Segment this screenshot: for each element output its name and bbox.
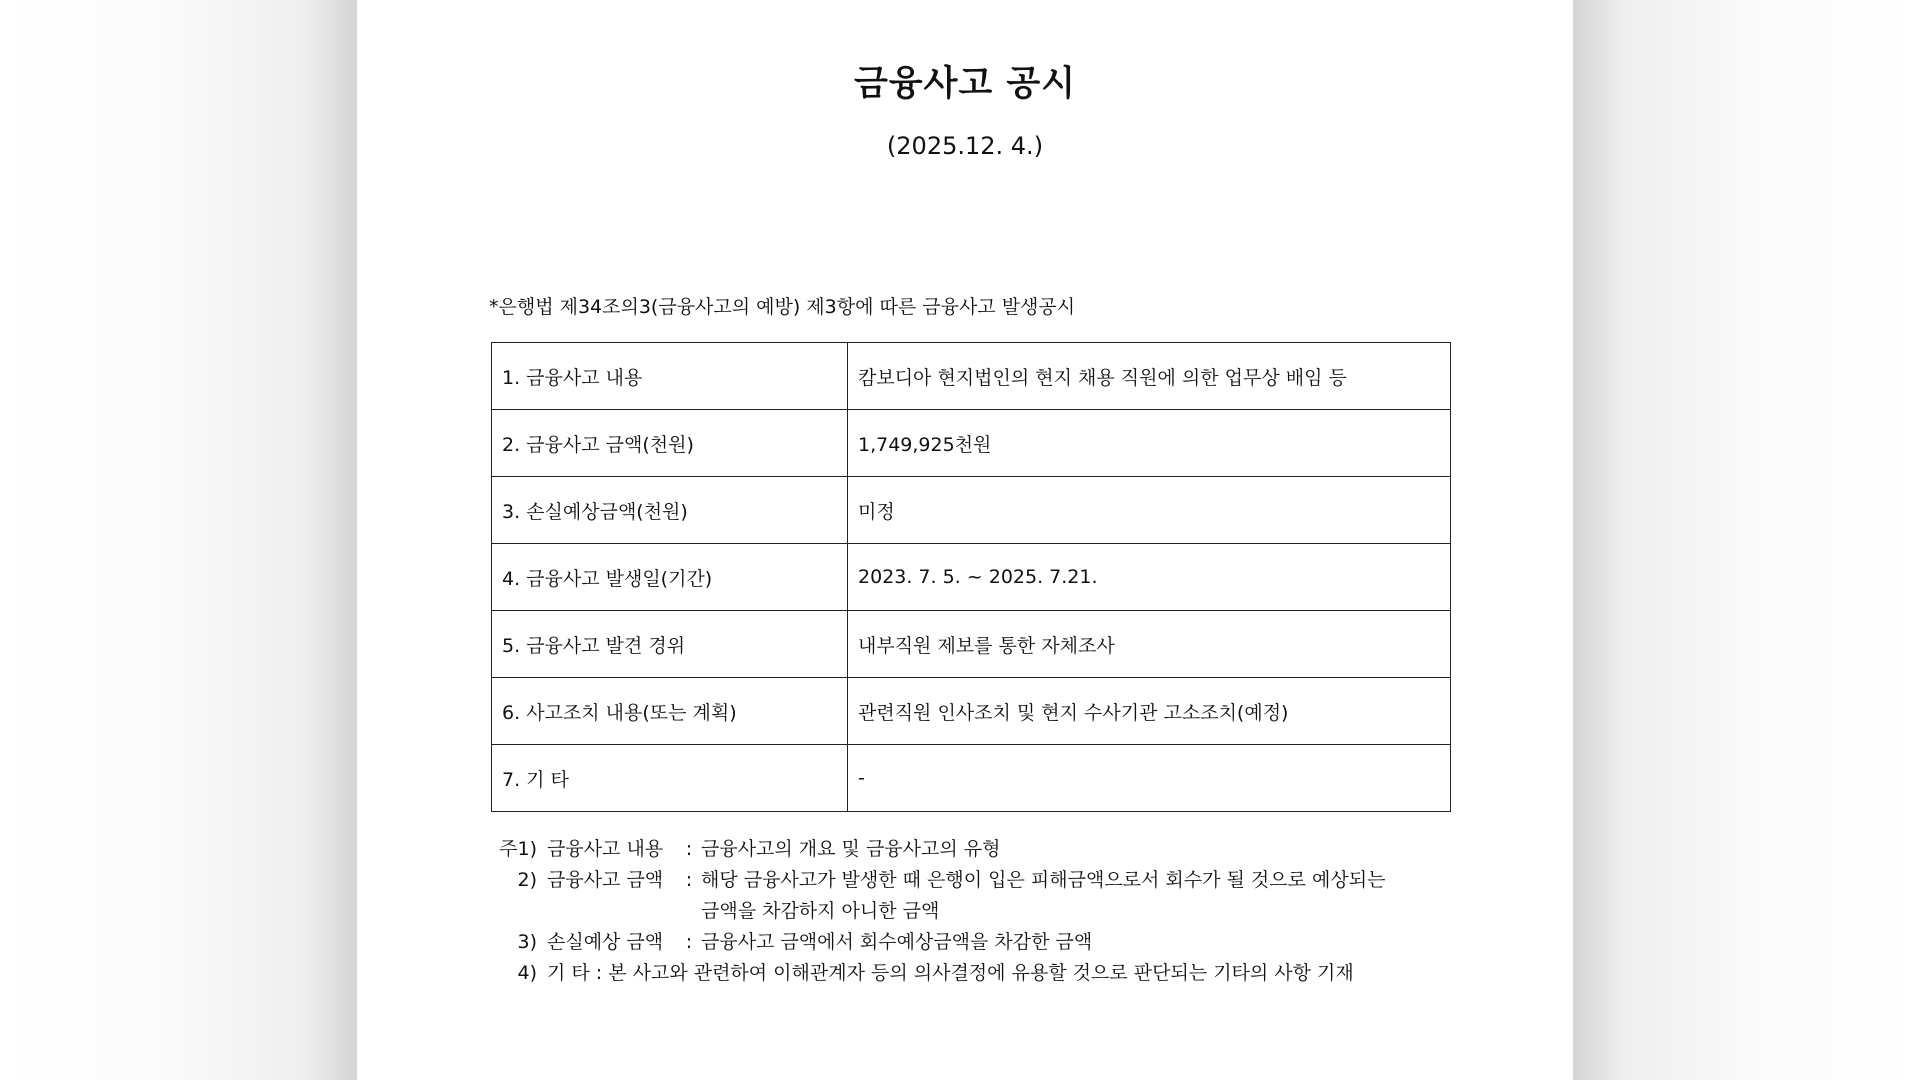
footnote-3 bbox=[487, 927, 1447, 958]
table-row bbox=[492, 477, 1451, 544]
row-value: - bbox=[848, 745, 1451, 812]
footnote-key: 3) bbox=[517, 931, 537, 953]
table-row bbox=[492, 544, 1451, 611]
footnote-term: 금융사고 내용 bbox=[547, 838, 664, 860]
row-value: 관련직원 인사조치 및 현지 수사기관 고소조치(예정) bbox=[848, 678, 1451, 745]
row-value: 미정 bbox=[848, 477, 1451, 544]
footnote-2 bbox=[487, 865, 1447, 896]
row-label: 4. 금융사고 발생일(기간) bbox=[492, 544, 848, 611]
footnote-key: 2) bbox=[517, 869, 537, 891]
document-page bbox=[357, 0, 1573, 1080]
footnote-separator: : bbox=[685, 838, 693, 860]
footnote-separator: : bbox=[685, 931, 693, 953]
table-row bbox=[492, 745, 1451, 812]
footnote-key: 주1) bbox=[499, 838, 537, 860]
footnote-key: 4) bbox=[517, 962, 537, 984]
legal-basis-note: *은행법 제34조의3(금융사고의 예방) 제3항에 따른 금융사고 발생공시 bbox=[489, 296, 1076, 318]
footnote-term: 손실예상 금액 bbox=[547, 931, 664, 953]
footnote-term: 금융사고 금액 bbox=[547, 869, 664, 891]
footnote-1 bbox=[487, 834, 1447, 865]
row-value: 1,749,925천원 bbox=[848, 410, 1451, 477]
row-label: 3. 손실예상금액(천원) bbox=[492, 477, 848, 544]
right-background-margin bbox=[1573, 0, 1920, 1080]
document-date: (2025.12. 4.) bbox=[886, 132, 1044, 160]
table-row bbox=[492, 343, 1451, 410]
table-row bbox=[492, 611, 1451, 678]
row-value: 내부직원 제보를 통한 자체조사 bbox=[848, 611, 1451, 678]
table-row bbox=[492, 678, 1451, 745]
document-title: 금융사고 공시 bbox=[853, 64, 1077, 104]
footnote-description: 금융사고 금액에서 회수예상금액을 차감한 금액 bbox=[701, 931, 1093, 953]
footnote-description: 해당 금융사고가 발생한 때 은행이 입은 피해금액으로서 회수가 될 것으로 예상되는 bbox=[701, 869, 1386, 891]
footnote-2-continuation: 금액을 차감하지 아니한 금액 bbox=[701, 900, 940, 922]
row-value: 2023. 7. 5. ~ 2025. 7.21. bbox=[848, 544, 1451, 611]
row-label: 5. 금융사고 발견 경위 bbox=[492, 611, 848, 678]
row-label: 1. 금융사고 내용 bbox=[492, 343, 848, 410]
row-label: 2. 금융사고 금액(천원) bbox=[492, 410, 848, 477]
footnotes bbox=[487, 834, 1447, 989]
row-value: 캄보디아 현지법인의 현지 채용 직원에 의한 업무상 배임 등 bbox=[848, 343, 1451, 410]
footnote-description: 금융사고의 개요 및 금융사고의 유형 bbox=[701, 838, 1001, 860]
table-row bbox=[492, 410, 1451, 477]
left-background-margin bbox=[0, 0, 357, 1080]
footnote-4 bbox=[487, 958, 1447, 989]
row-label: 7. 기 타 bbox=[492, 745, 848, 812]
incident-info-table bbox=[491, 342, 1451, 812]
footnote-text: 기 타 : 본 사고와 관련하여 이해관계자 등의 의사결정에 유용할 것으로 판단되는 기타의 사항 기재 bbox=[547, 962, 1354, 984]
footnote-separator: : bbox=[685, 869, 693, 891]
row-label: 6. 사고조치 내용(또는 계획) bbox=[492, 678, 848, 745]
